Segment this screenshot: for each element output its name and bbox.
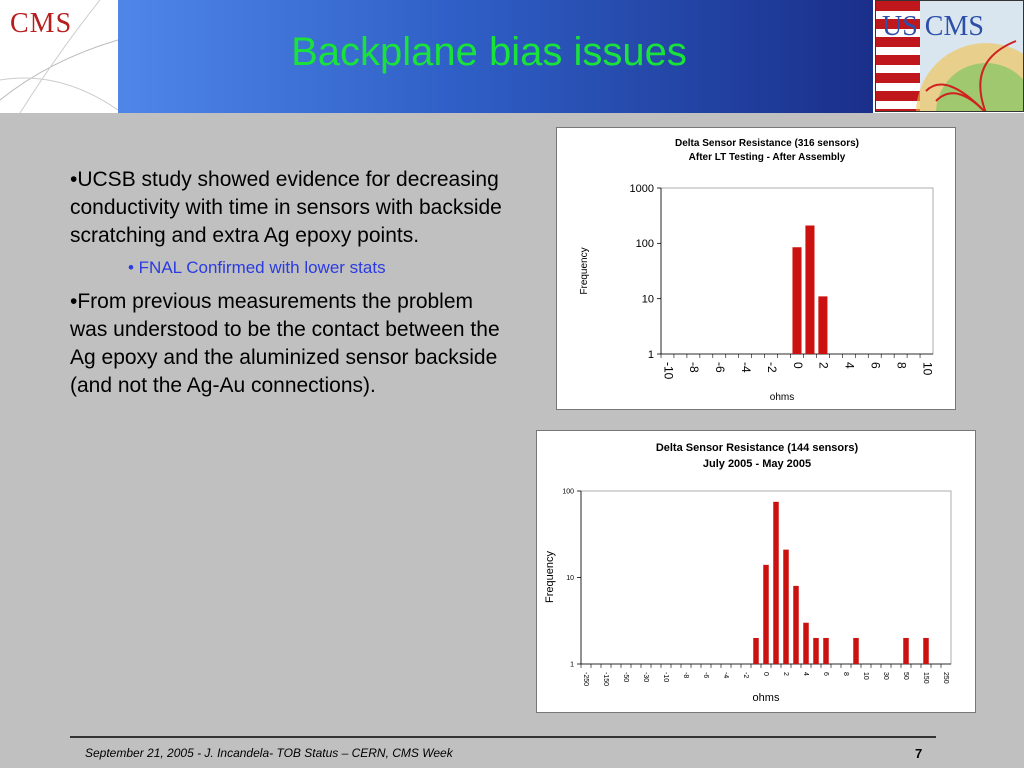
- x-tick-label: -6: [713, 362, 728, 373]
- x-axis-label: ohms: [752, 692, 780, 704]
- bullet-2: •From previous measurements the problem was understood to be the contact between the Ag epoxy and the aluminized sensor backside (and not the Ag-Au connections).: [70, 290, 500, 397]
- y-axis-label: Frequency: [579, 247, 590, 295]
- bullet-1: •UCSB study showed evidence for decreasing conductivity with time in sensors with backside scratching and extra Ag epoxy points.: [70, 168, 502, 247]
- chart-subtitle: After LT Testing - After Assembly: [688, 152, 846, 163]
- chart-title: Delta Sensor Resistance (316 sensors): [675, 138, 859, 149]
- x-tick-label: 4: [802, 672, 810, 676]
- x-tick-label: 8: [842, 672, 850, 676]
- bar: [813, 638, 819, 664]
- x-tick-label: 150: [922, 672, 930, 684]
- x-tick-label: -250: [582, 672, 590, 687]
- sub-bullet-1: • FNAL Confirmed with lower stats: [128, 258, 386, 277]
- x-tick-label: 30: [882, 672, 890, 680]
- x-tick-label: -30: [642, 672, 650, 683]
- x-tick-label: -4: [722, 672, 730, 679]
- chart-316-svg: [557, 128, 957, 411]
- bar: [805, 226, 814, 354]
- footer-text: September 21, 2005 - J. Incandela- TOB Status – CERN, CMS Week: [85, 746, 453, 760]
- bar: [753, 638, 759, 664]
- x-tick-label: -8: [682, 672, 690, 679]
- chart-title: Delta Sensor Resistance (144 sensors): [655, 442, 859, 454]
- cms-logo-text: CMS: [10, 8, 73, 39]
- bar: [792, 247, 801, 354]
- y-tick-label: 1: [647, 348, 654, 361]
- bar: [783, 550, 789, 664]
- page-title: Backplane bias issues: [291, 30, 687, 74]
- x-tick-label: -6: [702, 672, 710, 679]
- x-tick-label: 0: [790, 362, 805, 369]
- bar: [903, 638, 909, 664]
- header: [0, 0, 1024, 113]
- slide-body: [70, 166, 510, 400]
- x-tick-label: 6: [822, 672, 830, 676]
- chart-144-svg: [537, 431, 977, 714]
- cms-logo-graphic-icon: [0, 0, 118, 113]
- x-tick-label: -4: [739, 362, 754, 373]
- x-tick-label: 2: [782, 672, 790, 676]
- cms-logo: [0, 0, 119, 113]
- y-tick-label: 1: [570, 661, 574, 669]
- y-tick-label: 100: [635, 238, 654, 251]
- x-tick-label: -150: [602, 672, 610, 687]
- bar: [818, 296, 827, 354]
- x-tick-label: 8: [894, 362, 909, 369]
- y-tick-label: 100: [562, 488, 574, 496]
- x-tick-label: 10: [862, 672, 870, 680]
- x-tick-label: -10: [662, 672, 670, 683]
- x-tick-label: 50: [902, 672, 910, 680]
- y-tick-label: 10: [566, 574, 574, 582]
- x-tick-label: -50: [622, 672, 630, 683]
- y-axis: [630, 183, 661, 361]
- bar: [763, 565, 769, 664]
- us-cms-logo-text: US CMS: [882, 11, 984, 42]
- x-axis: [661, 354, 934, 380]
- bar: [823, 638, 829, 664]
- x-tick-label: 6: [868, 362, 883, 369]
- x-tick-label: 250: [942, 672, 950, 684]
- x-tick-label: 2: [816, 362, 831, 369]
- x-axis: [581, 664, 951, 686]
- footer-rule: [70, 736, 936, 738]
- us-cms-logo: [875, 0, 1024, 112]
- bar: [853, 638, 859, 664]
- bar: [923, 638, 929, 664]
- bar: [793, 586, 799, 664]
- chart-subtitle: July 2005 - May 2005: [702, 458, 812, 470]
- x-tick-label: -8: [687, 362, 702, 373]
- x-tick-label: 4: [842, 362, 857, 369]
- chart-144-sensors: [536, 430, 976, 713]
- x-tick-label: -2: [742, 672, 750, 679]
- bar: [803, 623, 809, 664]
- chart-316-sensors: [556, 127, 956, 410]
- page-number: 7: [915, 746, 923, 761]
- x-tick-label: 0: [762, 672, 770, 676]
- y-axis-label: Frequency: [544, 551, 556, 603]
- x-tick-label: 10: [920, 362, 935, 376]
- y-tick-label: 1000: [629, 182, 654, 195]
- bar: [773, 502, 779, 664]
- y-axis: [562, 488, 581, 668]
- x-tick-label: -10: [661, 362, 676, 380]
- y-tick-label: 10: [641, 293, 654, 306]
- x-tick-label: -2: [764, 362, 779, 373]
- x-axis-label: ohms: [769, 392, 795, 403]
